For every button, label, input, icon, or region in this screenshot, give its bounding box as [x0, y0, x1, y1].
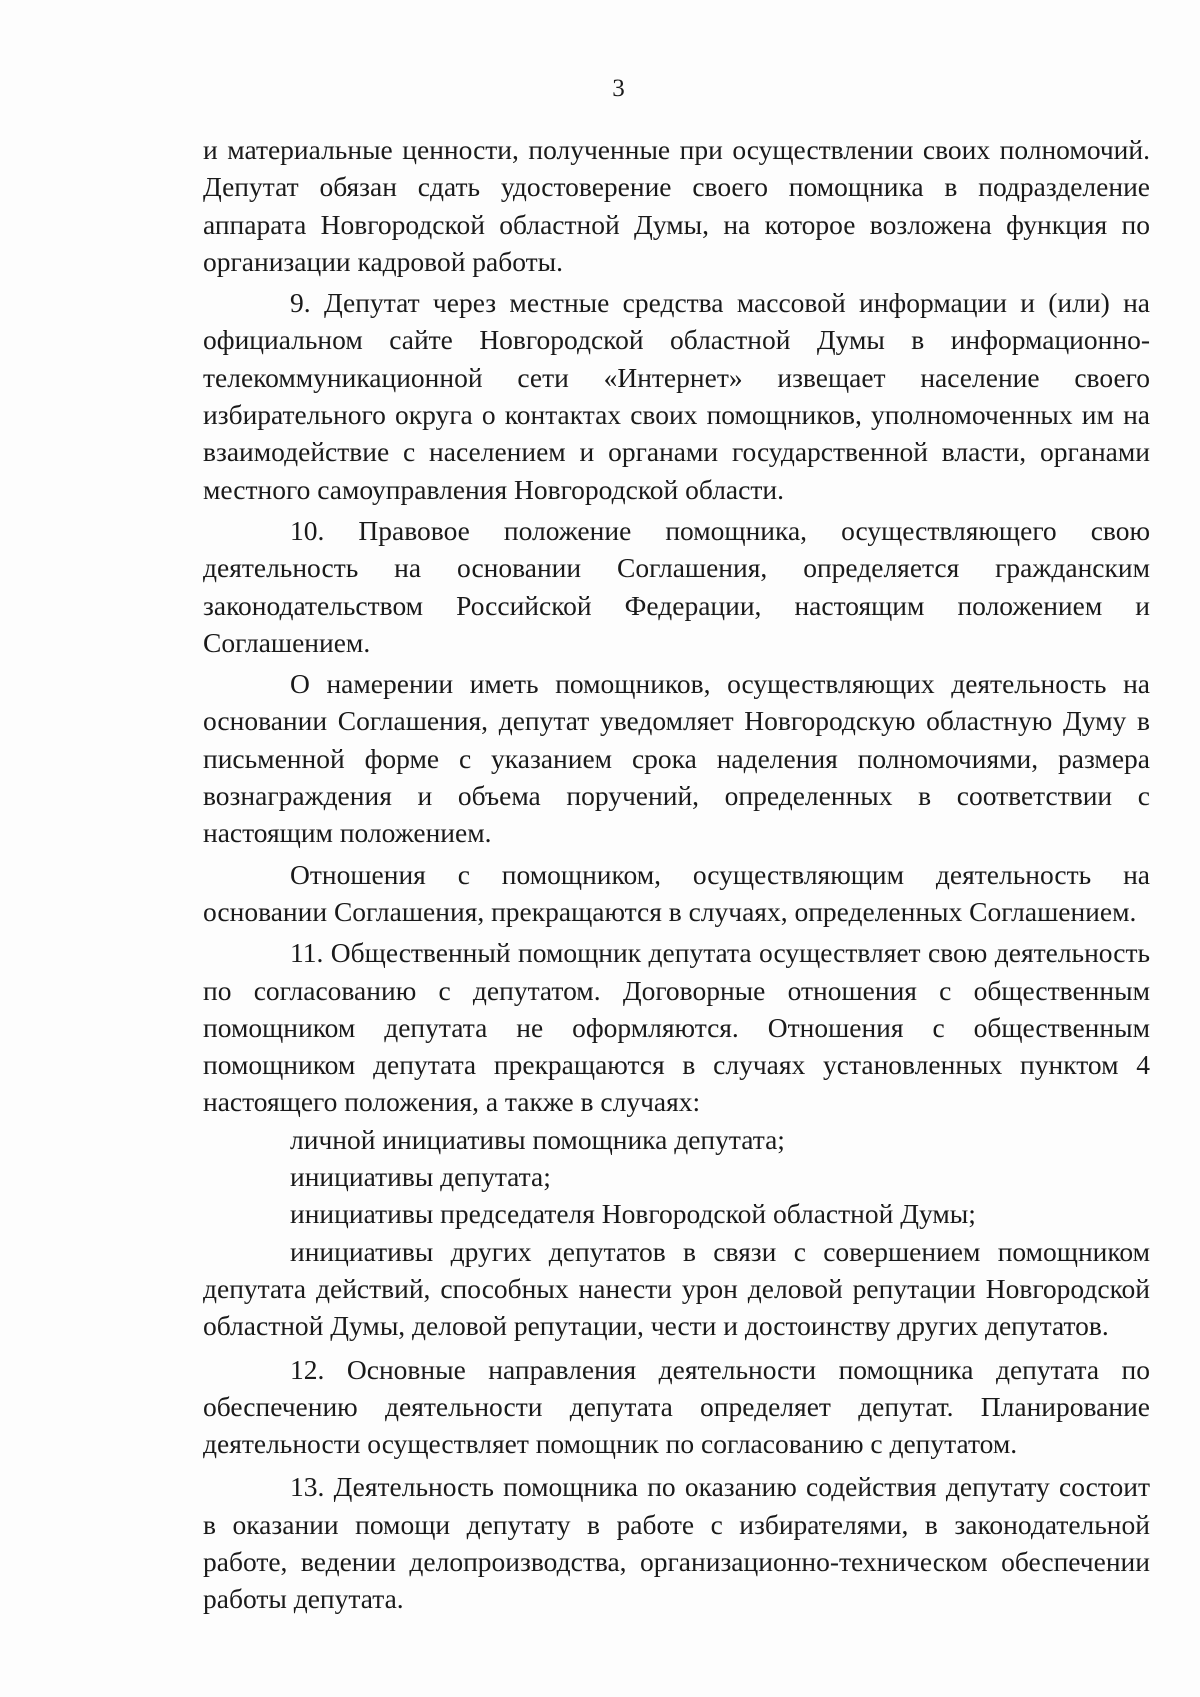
- list-item: инициативы председателя Новгородской областной Думы;: [290, 1198, 976, 1230]
- list-item: личной инициативы помощника депутата;: [290, 1123, 785, 1155]
- list-item: инициативы других депутатов в связи с совершением помощником депутата действий, способных нанести урон деловой репутации Новгородской областной Думы, деловой репутации, чести и достоинству других депутатов.: [203, 1235, 1150, 1342]
- paragraph-item-12: 12. Основные направления деятельности помощника депутата по обеспечению деятельности депутата определяет депутат. Планирование деятельности осуществляет помощник по согласованию с депутатом.: [203, 1353, 1150, 1460]
- paragraph-item-11: 11. Общественный помощник депутата осуществляет свою деятельность по согласованию с депутатом. Договорные отношения с общественным помощником депутата не оформляются. Отношения с общественным помощником депутата прекращаются в случаях установленных пунктом 4 настоящего положения, а также в случаях:: [203, 937, 1150, 1118]
- paragraph-continuation: и материальные ценности, полученные при осуществлении своих полномочий. Депутат обязан сдать удостоверение своего помощника в подразделение аппарата Новгородской областной Думы, на которое возложена функция по организации кадровой работы.: [203, 134, 1150, 277]
- paragraph-item-9: 9. Депутат через местные средства массовой информации и (или) на официальном сайте Новгородской областной Думы в информационно-телекоммуникационной сети «Интернет» извещает население своего избирательного округа о контактах своих помощников, уполномоченных им на взаимодействие с населением и органами государственной власти, органами местного самоуправления Новгородской области.: [203, 287, 1150, 505]
- paragraph-item-10: 10. Правовое положение помощника, осуществляющего свою деятельность на основании Соглашения, определяется гражданским законодательством Российской Федерации, настоящим положением и Соглашением.: [203, 514, 1150, 658]
- page-number: 3: [612, 75, 625, 102]
- document-body: [203, 131, 1150, 1618]
- paragraph-termination: Отношения с помощником, осуществляющим деятельность на основании Соглашения, прекращаются в случаях, определенных Соглашением.: [203, 858, 1150, 927]
- paragraph-intent-notice: О намерении иметь помощников, осуществляющих деятельность на основании Соглашения, депутат уведомляет Новгородскую областную Думу в письменной форме с указанием срока наделения полномочиями, размера вознаграждения и объема поручений, определенных в соответствии с настоящим положением.: [203, 668, 1150, 849]
- list-item: инициативы депутата;: [290, 1161, 551, 1193]
- paragraph-item-13: 13. Деятельность помощника по оказанию содействия депутату состоит в оказании помощи депутату в работе с избирателями, в законодательной работе, ведении делопроизводства, организационно-техническом обеспечении работы депутата.: [203, 1471, 1150, 1615]
